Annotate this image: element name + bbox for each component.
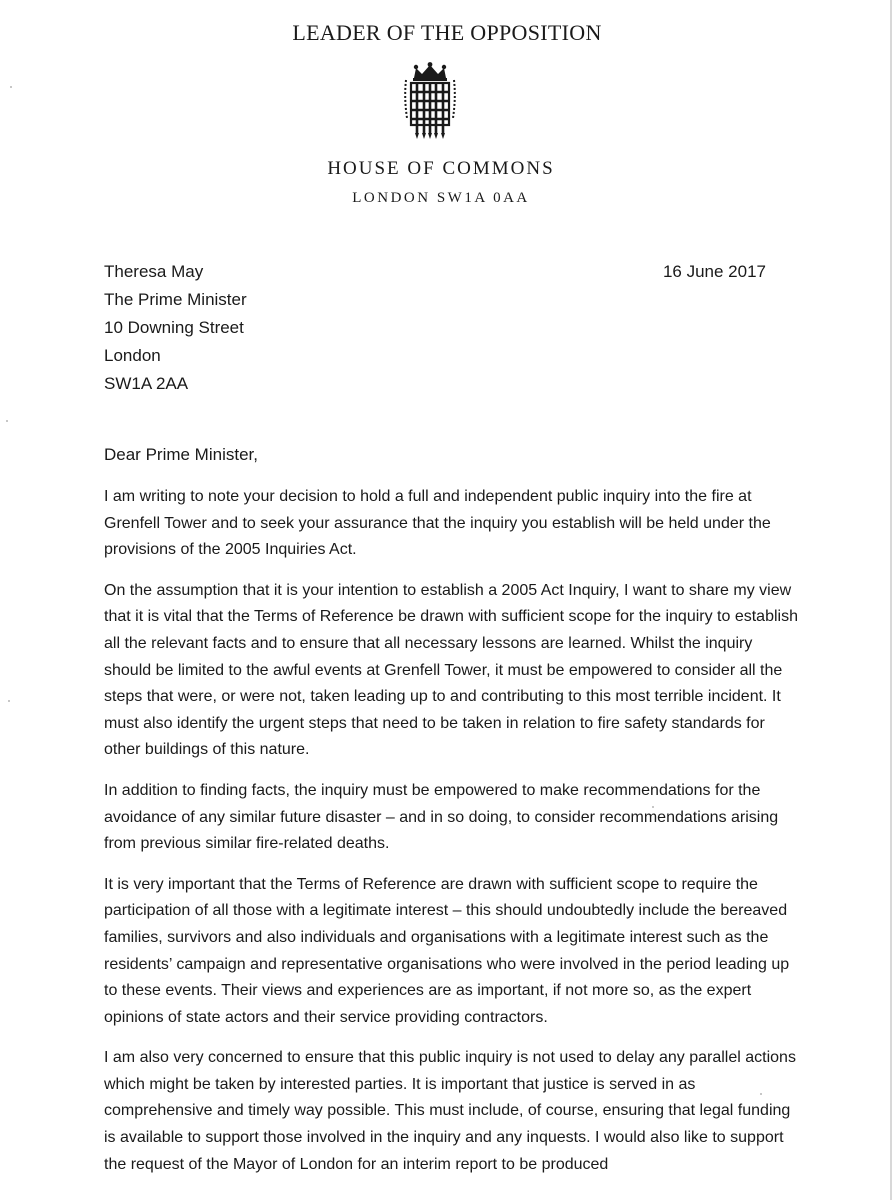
- recipient-address: [104, 258, 247, 398]
- scan-speck: [652, 806, 654, 808]
- address-line: The Prime Minister: [104, 290, 247, 309]
- body-paragraph: It is very important that the Terms of Reference are drawn with sufficient scope to require the participation of all those with a legitimate interest – this should undoubtedly include the bereaved families, survivors and also individuals and organisations with a legitimate interest such as the residents’ campaign and representative organisations who were involved in the period leading up to these events. Their views and experiences are as important, if not more so, as the expert opinions of state actors and their service providing contractors.: [104, 875, 790, 1026]
- body-paragraph: In addition to finding facts, the inquiry must be empowered to make recommendations for the avoidance of any similar future disaster – and in so doing, to consider recommendations arising from previous similar fire-related deaths.: [104, 781, 779, 853]
- page-edge-shadow: [890, 0, 892, 1200]
- letter-body: [104, 484, 798, 1192]
- address-line: London: [104, 346, 161, 365]
- body-paragraph: I am writing to note your decision to hold a full and independent public inquiry into the fire at Grenfell Tower and to seek your assurance that the inquiry you establish will be held under the provisions of the 2005 Inquiries Act.: [104, 488, 771, 559]
- salutation: Dear Prime Minister,: [104, 445, 258, 464]
- letterhead-house: HOUSE OF COMMONS: [327, 158, 555, 179]
- address-line: Theresa May: [104, 262, 204, 281]
- portcullis-icon: [402, 62, 458, 140]
- address-line: SW1A 2AA: [104, 374, 189, 393]
- body-paragraph: On the assumption that it is your intention to establish a 2005 Act Inquiry, I want to share my view that it is vital that the Terms of Reference be drawn with sufficient scope for the inquiry to establish all the relevant facts and to ensure that all necessary lessons are learned. Whilst the inquiry should be limited to the awful events at Grenfell Tower, it must be empowered to consider all the steps that were, or were not, taken leading up to and contributing to this most terrible incident. It must also identify the urgent steps that need to be taken in relation to fire safety standards for other buildings of this nature.: [104, 581, 798, 759]
- body-paragraph: I am also very concerned to ensure that this public inquiry is not used to delay any parallel actions which might be taken by interested parties. It is important that justice is served in as comprehensive and timely way possible. This must include, of course, ensuring that legal funding is available to support those involved in the inquiry and any inquests. I would also like to support the request of the Mayor of London for an interim report to be produced: [104, 1049, 796, 1173]
- letterhead-postal: LONDON SW1A 0AA: [352, 190, 530, 206]
- scan-speck: [8, 700, 10, 702]
- scan-speck: [760, 1093, 762, 1095]
- letter-date: 16 June 2017: [662, 262, 766, 281]
- address-line: 10 Downing Street: [104, 318, 244, 337]
- scan-speck: [10, 86, 12, 88]
- scan-speck: [6, 420, 8, 422]
- letterhead-office: LEADER OF THE OPPOSITION: [292, 20, 602, 45]
